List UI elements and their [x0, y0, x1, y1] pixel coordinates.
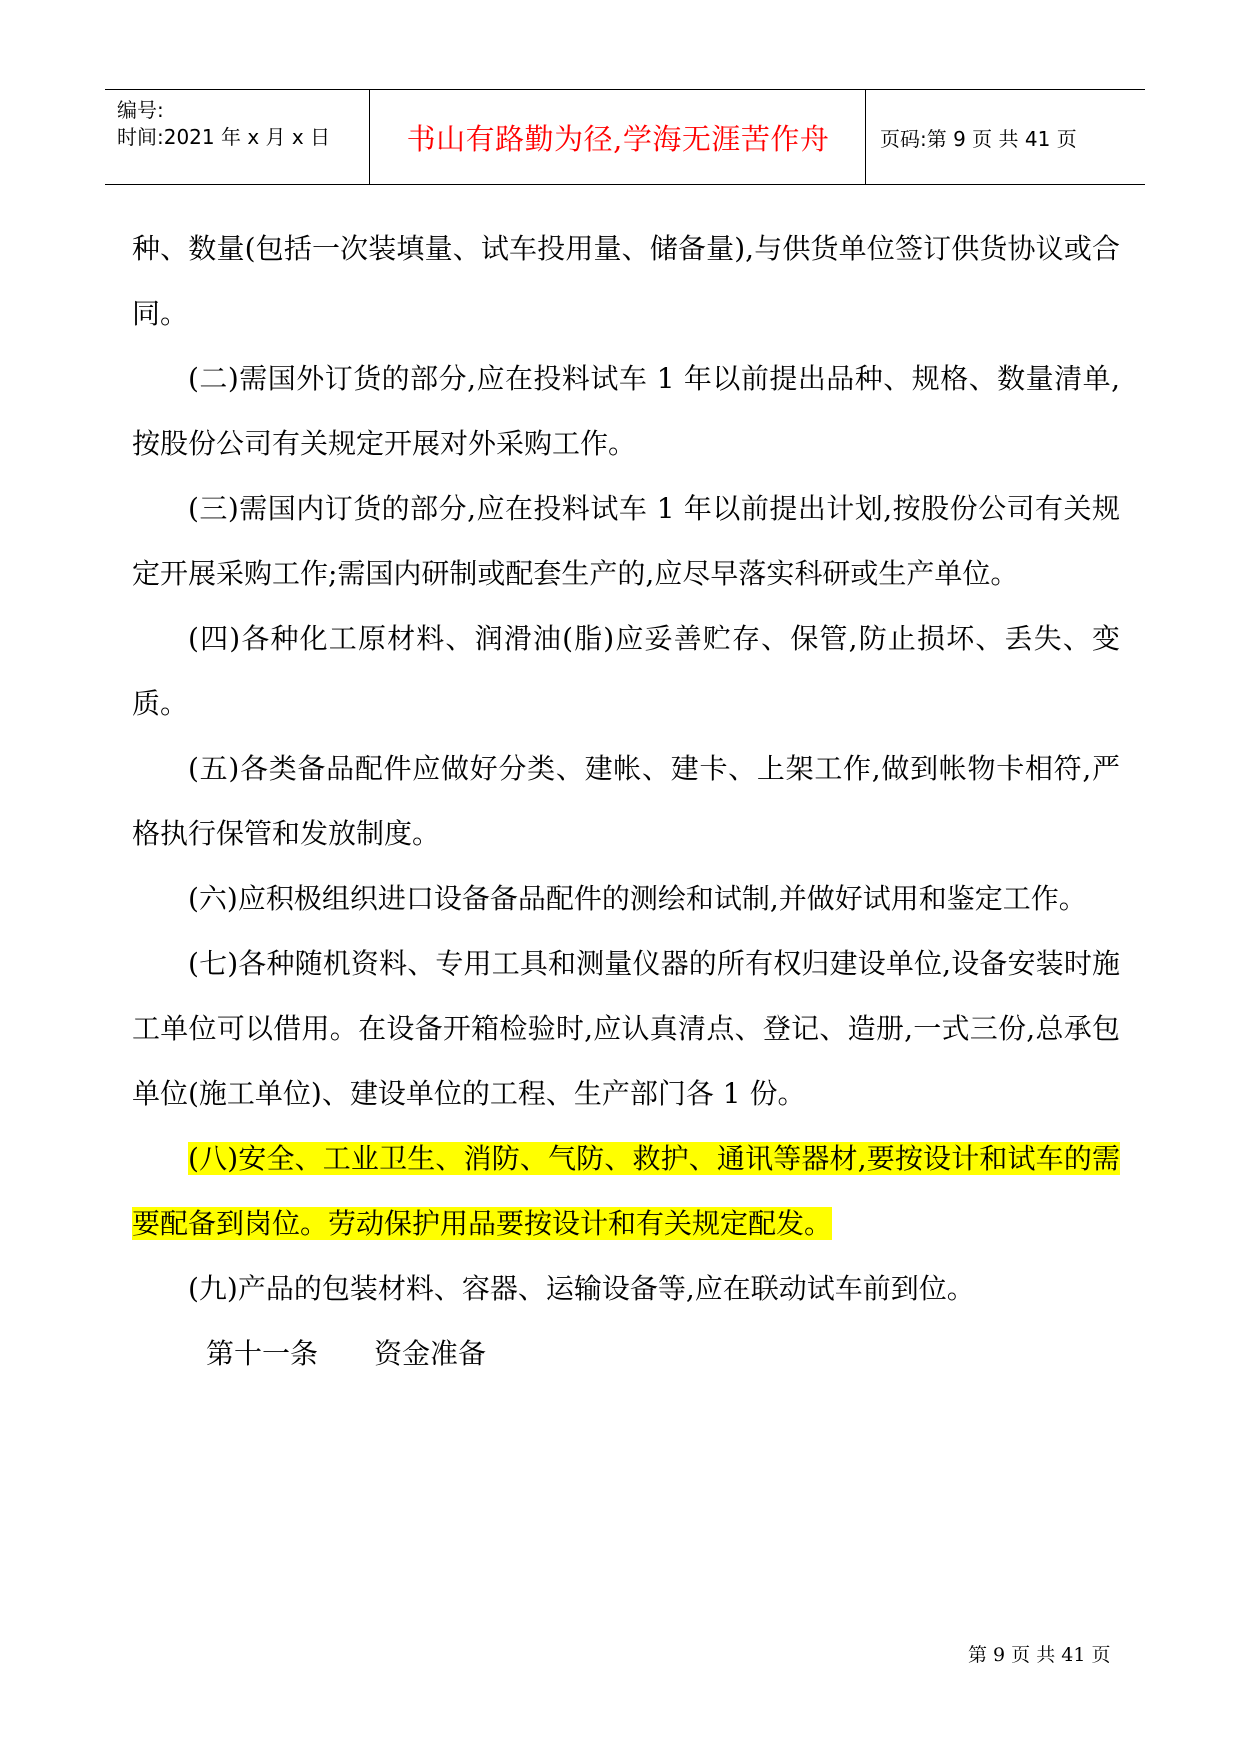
header-motto: 书山有路勤为径,学海无涯苦作舟 — [406, 121, 830, 156]
item-paragraph-4: (四)各种化工原材料、润滑油(脂)应妥善贮存、保管,防止损坏、丢失、变质。 — [132, 622, 1120, 720]
continuation-paragraph: 种、数量(包括一次装填量、试车投用量、储备量),与供货单位签订供货协议或合同。 — [132, 232, 1120, 330]
header-page-cell — [867, 90, 1158, 184]
document-body — [132, 216, 1120, 1386]
header-motto-cell — [371, 90, 866, 184]
article-heading: 第十一条 资金准备 — [206, 1337, 487, 1370]
header-page-label: 页码:第 9 页 共 41 页 — [880, 126, 1077, 151]
header-meta-cell — [105, 90, 370, 184]
item-paragraph-5: (五)各类备品配件应做好分类、建帐、建卡、上架工作,做到帐物卡相符,严格执行保管和发放制度。 — [132, 752, 1120, 850]
page-header — [105, 89, 1145, 185]
document-time-label: 时间:2021 年 x 月 x 日 — [117, 125, 331, 149]
item-paragraph-9: (九)产品的包装材料、容器、运输设备等,应在联动试车前到位。 — [188, 1272, 975, 1305]
page-footer: 第 9 页 共 41 页 — [968, 1644, 1111, 1666]
item-paragraph-6: (六)应积极组织进口设备备品配件的测绘和试制,并做好试用和鉴定工作。 — [188, 882, 1087, 915]
document-number-label: 编号: — [117, 98, 164, 122]
item-paragraph-8 — [132, 1126, 1120, 1256]
item-paragraph-7: (七)各种随机资料、专用工具和测量仪器的所有权归建设单位,设备安装时施工单位可以借用。在设备开箱检验时,应认真清点、登记、造册,一式三份,总承包单位(施工单位)、建设单位的工程、生产部门各 1 份。 — [132, 947, 1120, 1110]
item-paragraph-2: (二)需国外订货的部分,应在投料试车 1 年以前提出品种、规格、数量清单,按股份公司有关规定开展对外采购工作。 — [132, 362, 1120, 460]
item-paragraph-3: (三)需国内订货的部分,应在投料试车 1 年以前提出计划,按股份公司有关规定开展采购工作;需国内研制或配套生产的,应尽早落实科研或生产单位。 — [132, 492, 1120, 590]
highlighted-text: (八)安全、工业卫生、消防、气防、救护、通讯等器材,要按设计和试车的需要配备到岗位。劳动保护用品要按设计和有关规定配发。 — [132, 1142, 1120, 1240]
